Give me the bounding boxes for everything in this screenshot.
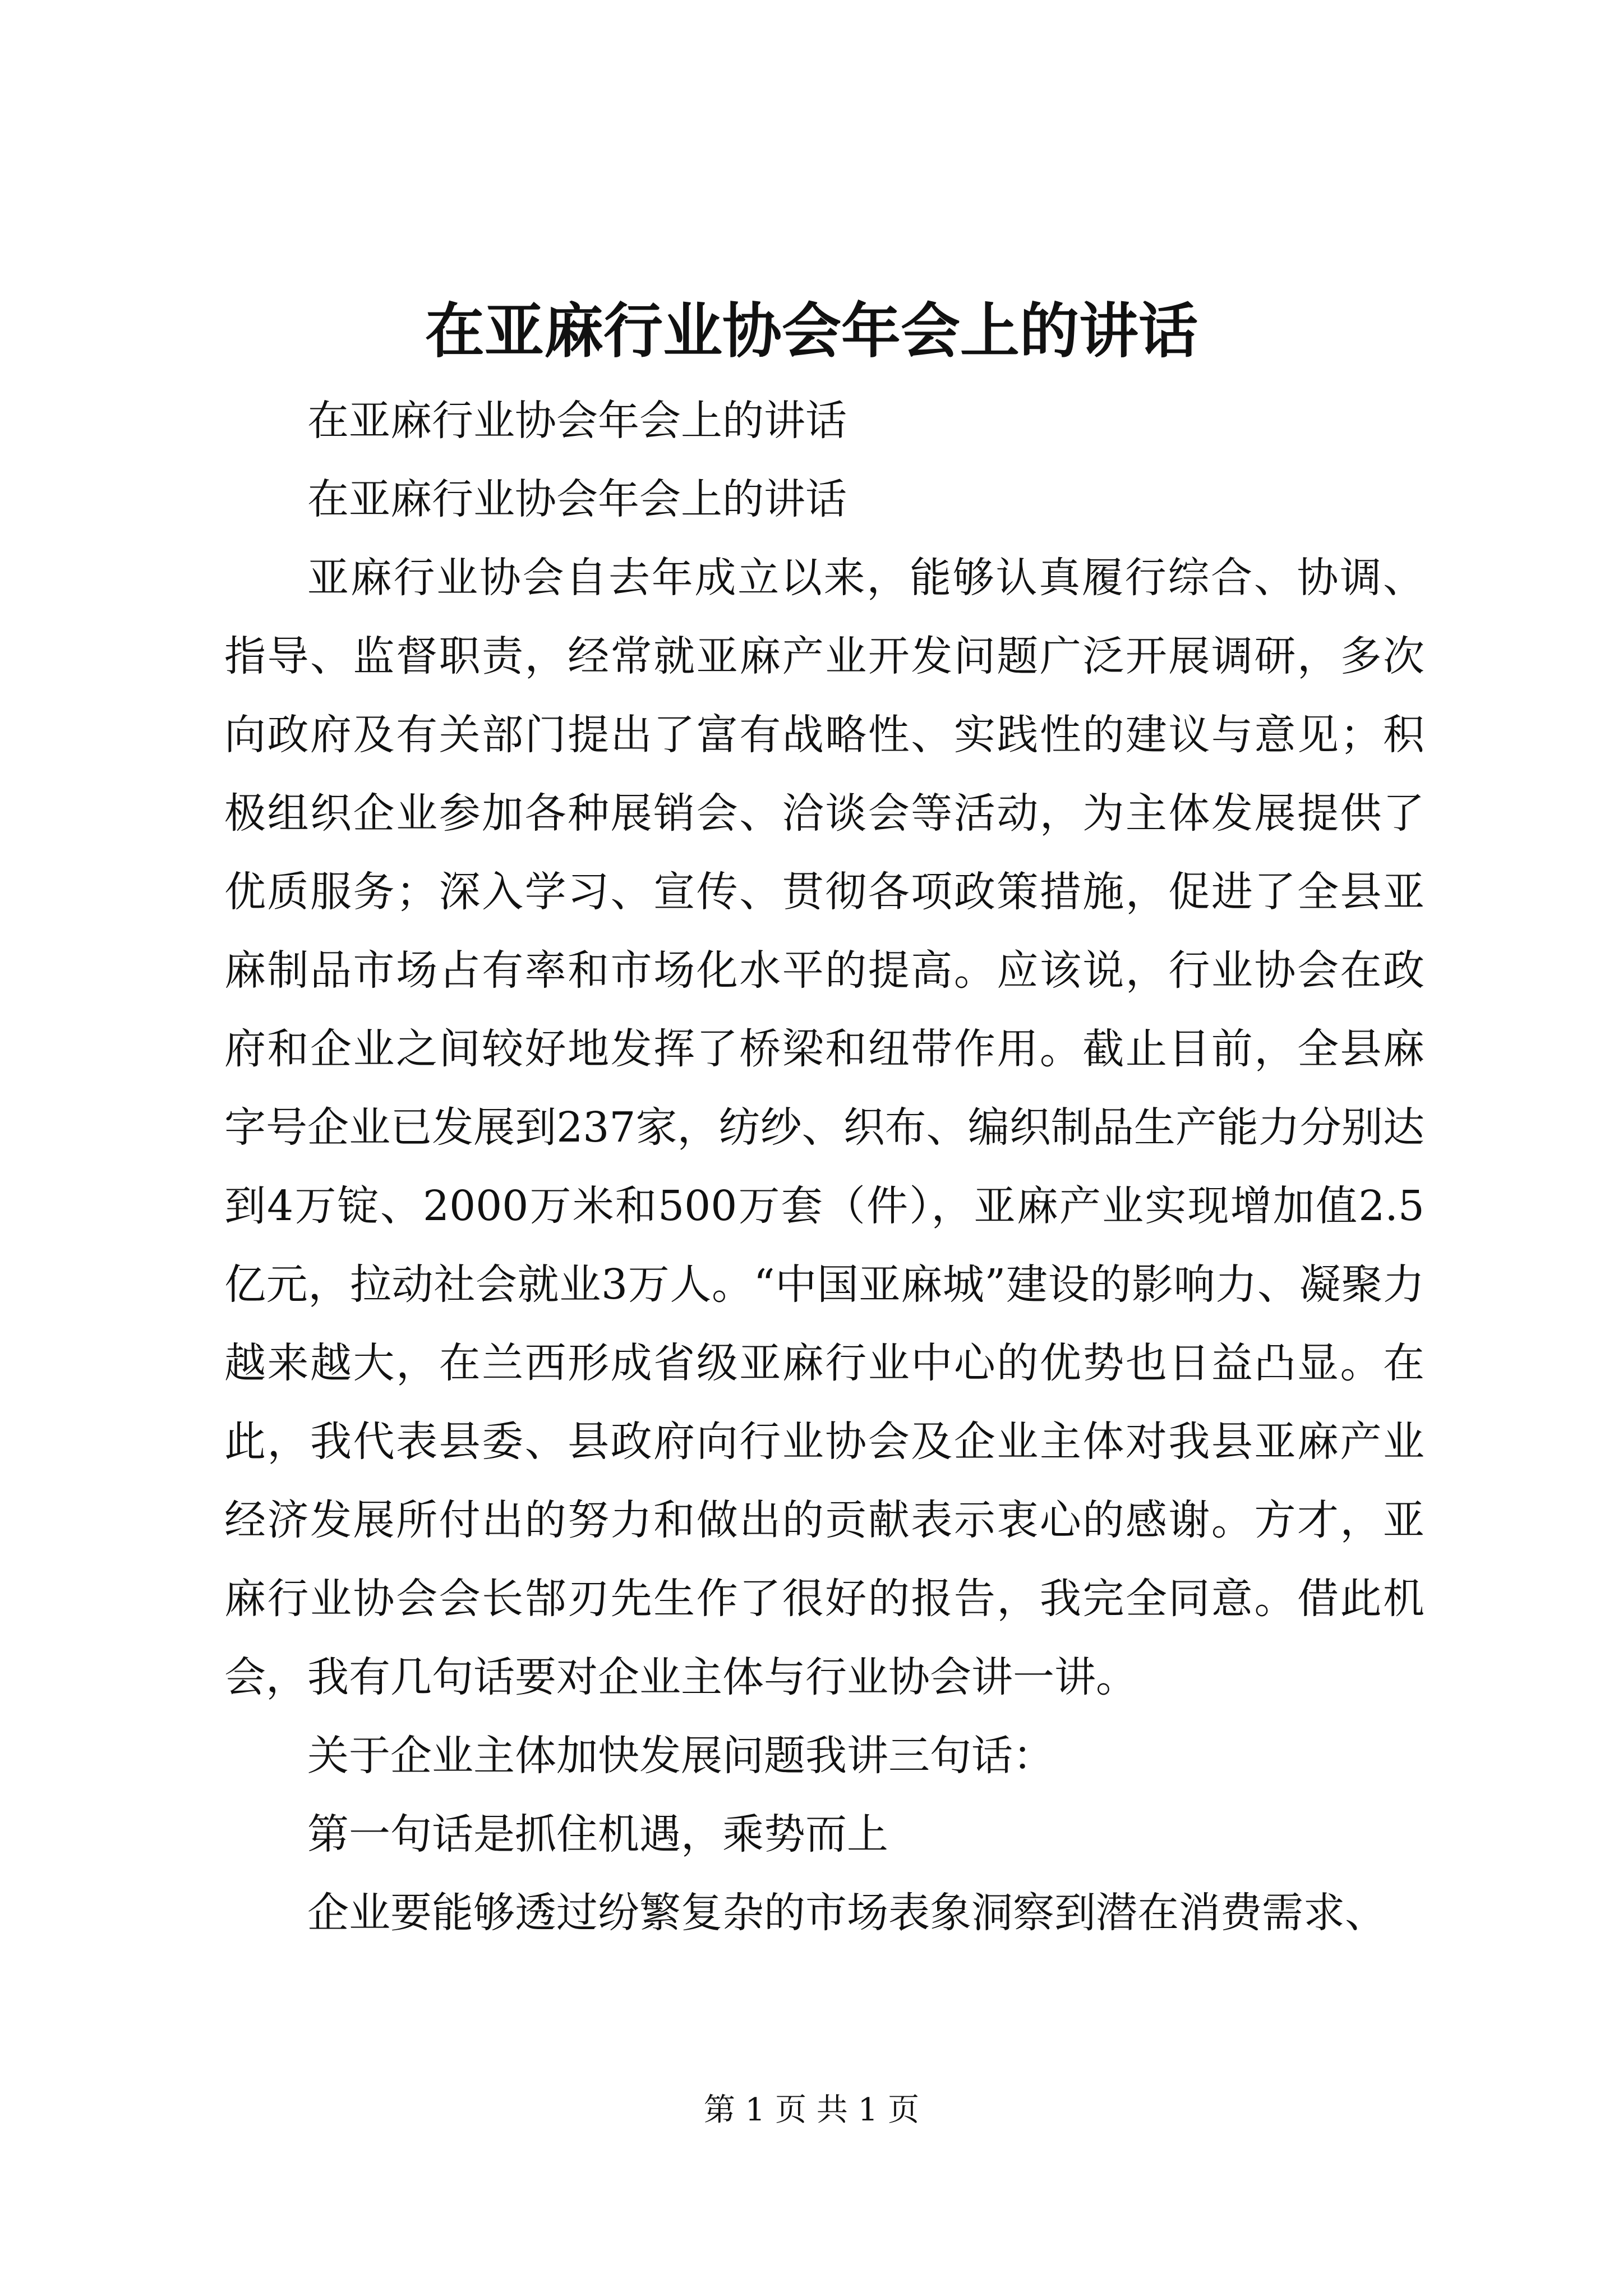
paragraph-subtitle-2: 在亚麻行业协会年会上的讲话 <box>307 475 847 523</box>
paragraph-first-point-heading: 第一句话是抓住机遇，乘势而上 <box>307 1810 888 1858</box>
document-title: 在亚麻行业协会年会上的讲话 <box>425 296 1198 366</box>
document-body <box>224 381 1424 1952</box>
paragraph-first-point-body: 企业要能够透过纷繁复杂的市场表象洞察到潜在消费需求、 <box>307 1889 1386 1937</box>
paragraph-intro-three-points: 关于企业主体加快发展问题我讲三句话： <box>307 1732 1054 1780</box>
paragraph-main: 亚麻行业协会自去年成立以来，能够认真履行综合、协调、指导、监督职责，经常就亚麻产业开发问题广泛开展调研，多次向政府及有关部门提出了富有战略性、实践性的建议与意见；积极组织企业参加各种展销会、洽谈会等活动，为主体发展提供了优质服务；深入学习、宣传、贯彻各项政策措施，促进了全县亚麻制品市场占有率和市场化水平的提高。应该说，行业协会在政府和企业之间较好地发挥了桥梁和纽带作用。截止目前，全县麻字号企业已发展到237家，纺纱、织布、编织制品生产能力分别达到4万锭、2000万米和500万套（件），亚麻产业实现增加值2.5亿元，拉动社会就业3万人。“中国亚麻城”建设的影响力、凝聚力越来越大，在兰西形成省级亚麻行业中心的优势也日益凸显。在此，我代表县委、县政府向行业协会及企业主体对我县亚麻产业经济发展所付出的努力和做出的贡献表示衷心的感谢。方才，亚麻行业协会会长郜刃先生作了很好的报告，我完全同意。借此机会，我有几句话要对企业主体与行业协会讲一讲。 <box>224 554 1424 1701</box>
paragraph-subtitle-1: 在亚麻行业协会年会上的讲话 <box>307 397 847 445</box>
page-number-footer: 第 1 页 共 1 页 <box>703 2092 920 2128</box>
